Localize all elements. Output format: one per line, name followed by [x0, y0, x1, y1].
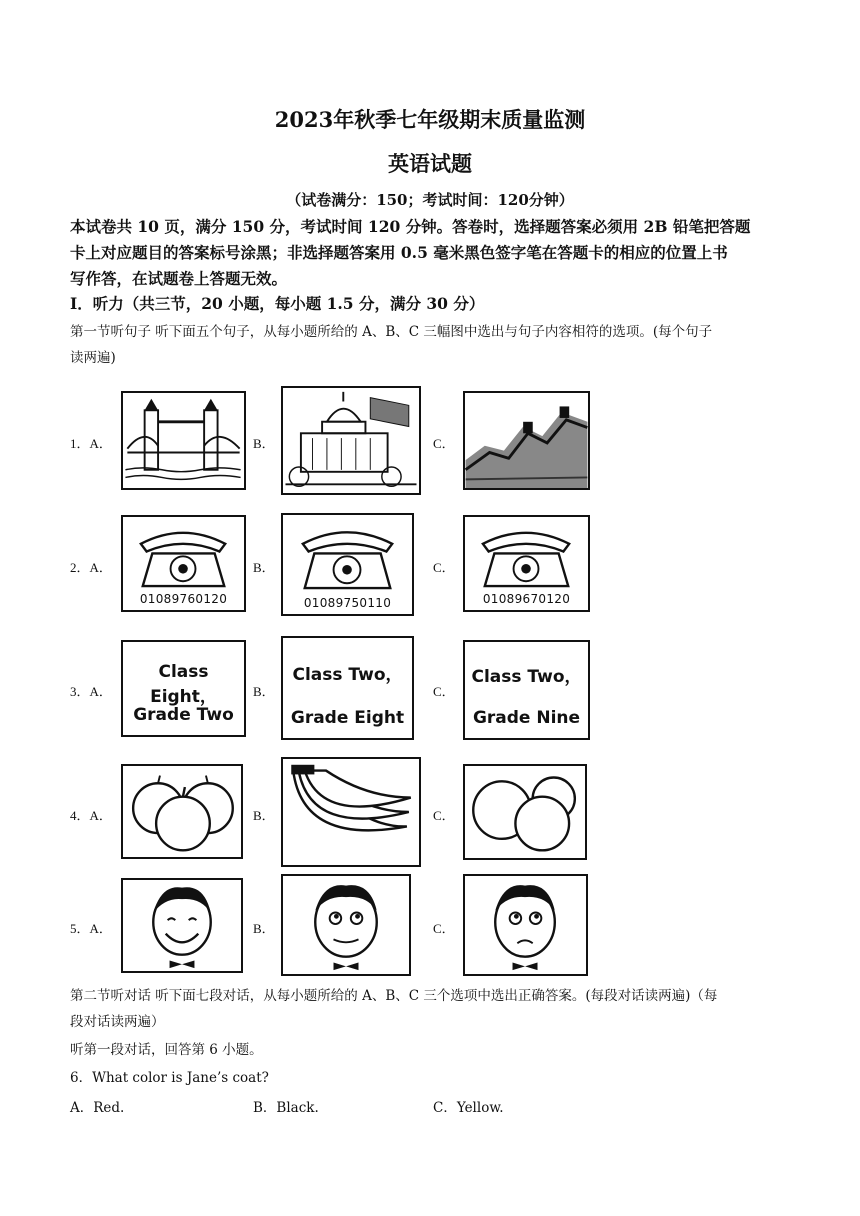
class-card-b — [281, 636, 414, 740]
worried-face-icon — [465, 876, 586, 974]
exam-subject: 英语试题 — [388, 151, 472, 176]
phone-number-b: 01089750110 — [303, 596, 392, 610]
q4-label-c: C． — [433, 808, 455, 823]
instruction-line-3: 写作答，在试题卷上答题无效。 — [70, 269, 288, 288]
phone-number-c: 01089670120 — [482, 592, 571, 606]
card-c-line-1: Class Two， — [471, 667, 582, 687]
instruction-line-1: 本试卷共 10 页，满分 150 分，考试时间 120 分钟。答卷时，选择题答案必须用 2B 铅笔把答题 — [70, 217, 751, 236]
q3-label-c: C． — [433, 684, 455, 699]
happy-face-picture — [121, 878, 243, 973]
happy-face-icon — [123, 880, 241, 971]
phone-number-a: 01089760120 — [139, 592, 228, 606]
card-b-line-1: Class Two， — [292, 665, 403, 685]
part1-instruction-1: 第一节听句子 听下面五个句子，从每小题所给的 A、B、C 三幅图中选出与句子内容相符的选项。(每个句子 — [70, 324, 713, 340]
tower-bridge-icon — [123, 393, 244, 488]
thinking-face-icon — [283, 876, 409, 974]
q2-label-a: 2．A． — [70, 560, 112, 575]
q2-label-c: C． — [433, 560, 455, 575]
thinking-face-picture — [281, 874, 411, 976]
telephone-picture-c — [463, 515, 590, 612]
exam-info: （试卷满分：150；考试时间：120分钟） — [286, 191, 574, 209]
q4-label-b: B． — [253, 808, 275, 823]
part1-instruction-2: 读两遍) — [70, 350, 116, 366]
part2-instruction-2: 段对话读两遍） — [70, 1014, 165, 1030]
capitol-picture — [281, 386, 421, 495]
bananas-picture — [281, 757, 421, 867]
q5-label-a: 5．A． — [70, 921, 112, 936]
q1-label-a: 1．A． — [70, 436, 112, 451]
oranges-icon — [465, 766, 585, 858]
q5-label-b: B． — [253, 921, 275, 936]
card-a-line-1: Class Eight， — [150, 662, 217, 707]
great-wall-icon — [465, 393, 588, 488]
q1-label-c: C． — [433, 436, 455, 451]
great-wall-picture — [463, 391, 590, 490]
capitol-building-icon — [283, 388, 419, 493]
worried-face-picture — [463, 874, 588, 976]
part2-instruction-1: 第二节听对话 听下面七段对话，从每小题所给的 A、B、C 三个选项中选出正确答案。(每段对话读两遍)（每 — [70, 988, 718, 1004]
q4-label-a: 4．A． — [70, 808, 112, 823]
section-heading: Ⅰ．听力（共三节，20 小题，每小题 1.5 分，满分 30 分） — [70, 294, 485, 313]
question-6: 6．What color is Jane’s coat? — [70, 1070, 269, 1086]
class-card-a — [121, 640, 246, 737]
q6-option-b: B．Black. — [253, 1100, 319, 1116]
dialogue-lead: 听第一段对话，回答第 6 小题。 — [70, 1042, 263, 1058]
telephone-picture-a — [121, 515, 246, 612]
q6-option-c: C．Yellow. — [433, 1100, 504, 1116]
q6-option-a: A．Red. — [70, 1100, 125, 1116]
telephone-picture-b — [281, 513, 414, 616]
oranges-picture — [463, 764, 587, 860]
apples-icon — [123, 766, 241, 857]
card-b-line-2: Grade Eight — [290, 708, 405, 728]
exam-title: 2023年秋季七年级期末质量监测 — [274, 107, 586, 132]
q1-label-b: B． — [253, 436, 275, 451]
class-card-c — [463, 640, 590, 740]
q3-label-b: B． — [253, 684, 275, 699]
card-a-line-2: Grade Two — [133, 705, 234, 725]
tower-bridge-picture — [121, 391, 246, 490]
q5-label-c: C． — [433, 921, 455, 936]
apples-picture — [121, 764, 243, 859]
q3-label-a: 3．A． — [70, 684, 112, 699]
card-c-line-2: Grade Nine — [472, 708, 581, 728]
q2-label-b: B． — [253, 560, 275, 575]
instruction-line-2: 卡上对应题目的答案标号涂黑；非选择题答案用 0.5 毫米黑色签字笔在答题卡的相应的位置上书 — [70, 243, 728, 262]
bananas-icon — [283, 759, 419, 865]
